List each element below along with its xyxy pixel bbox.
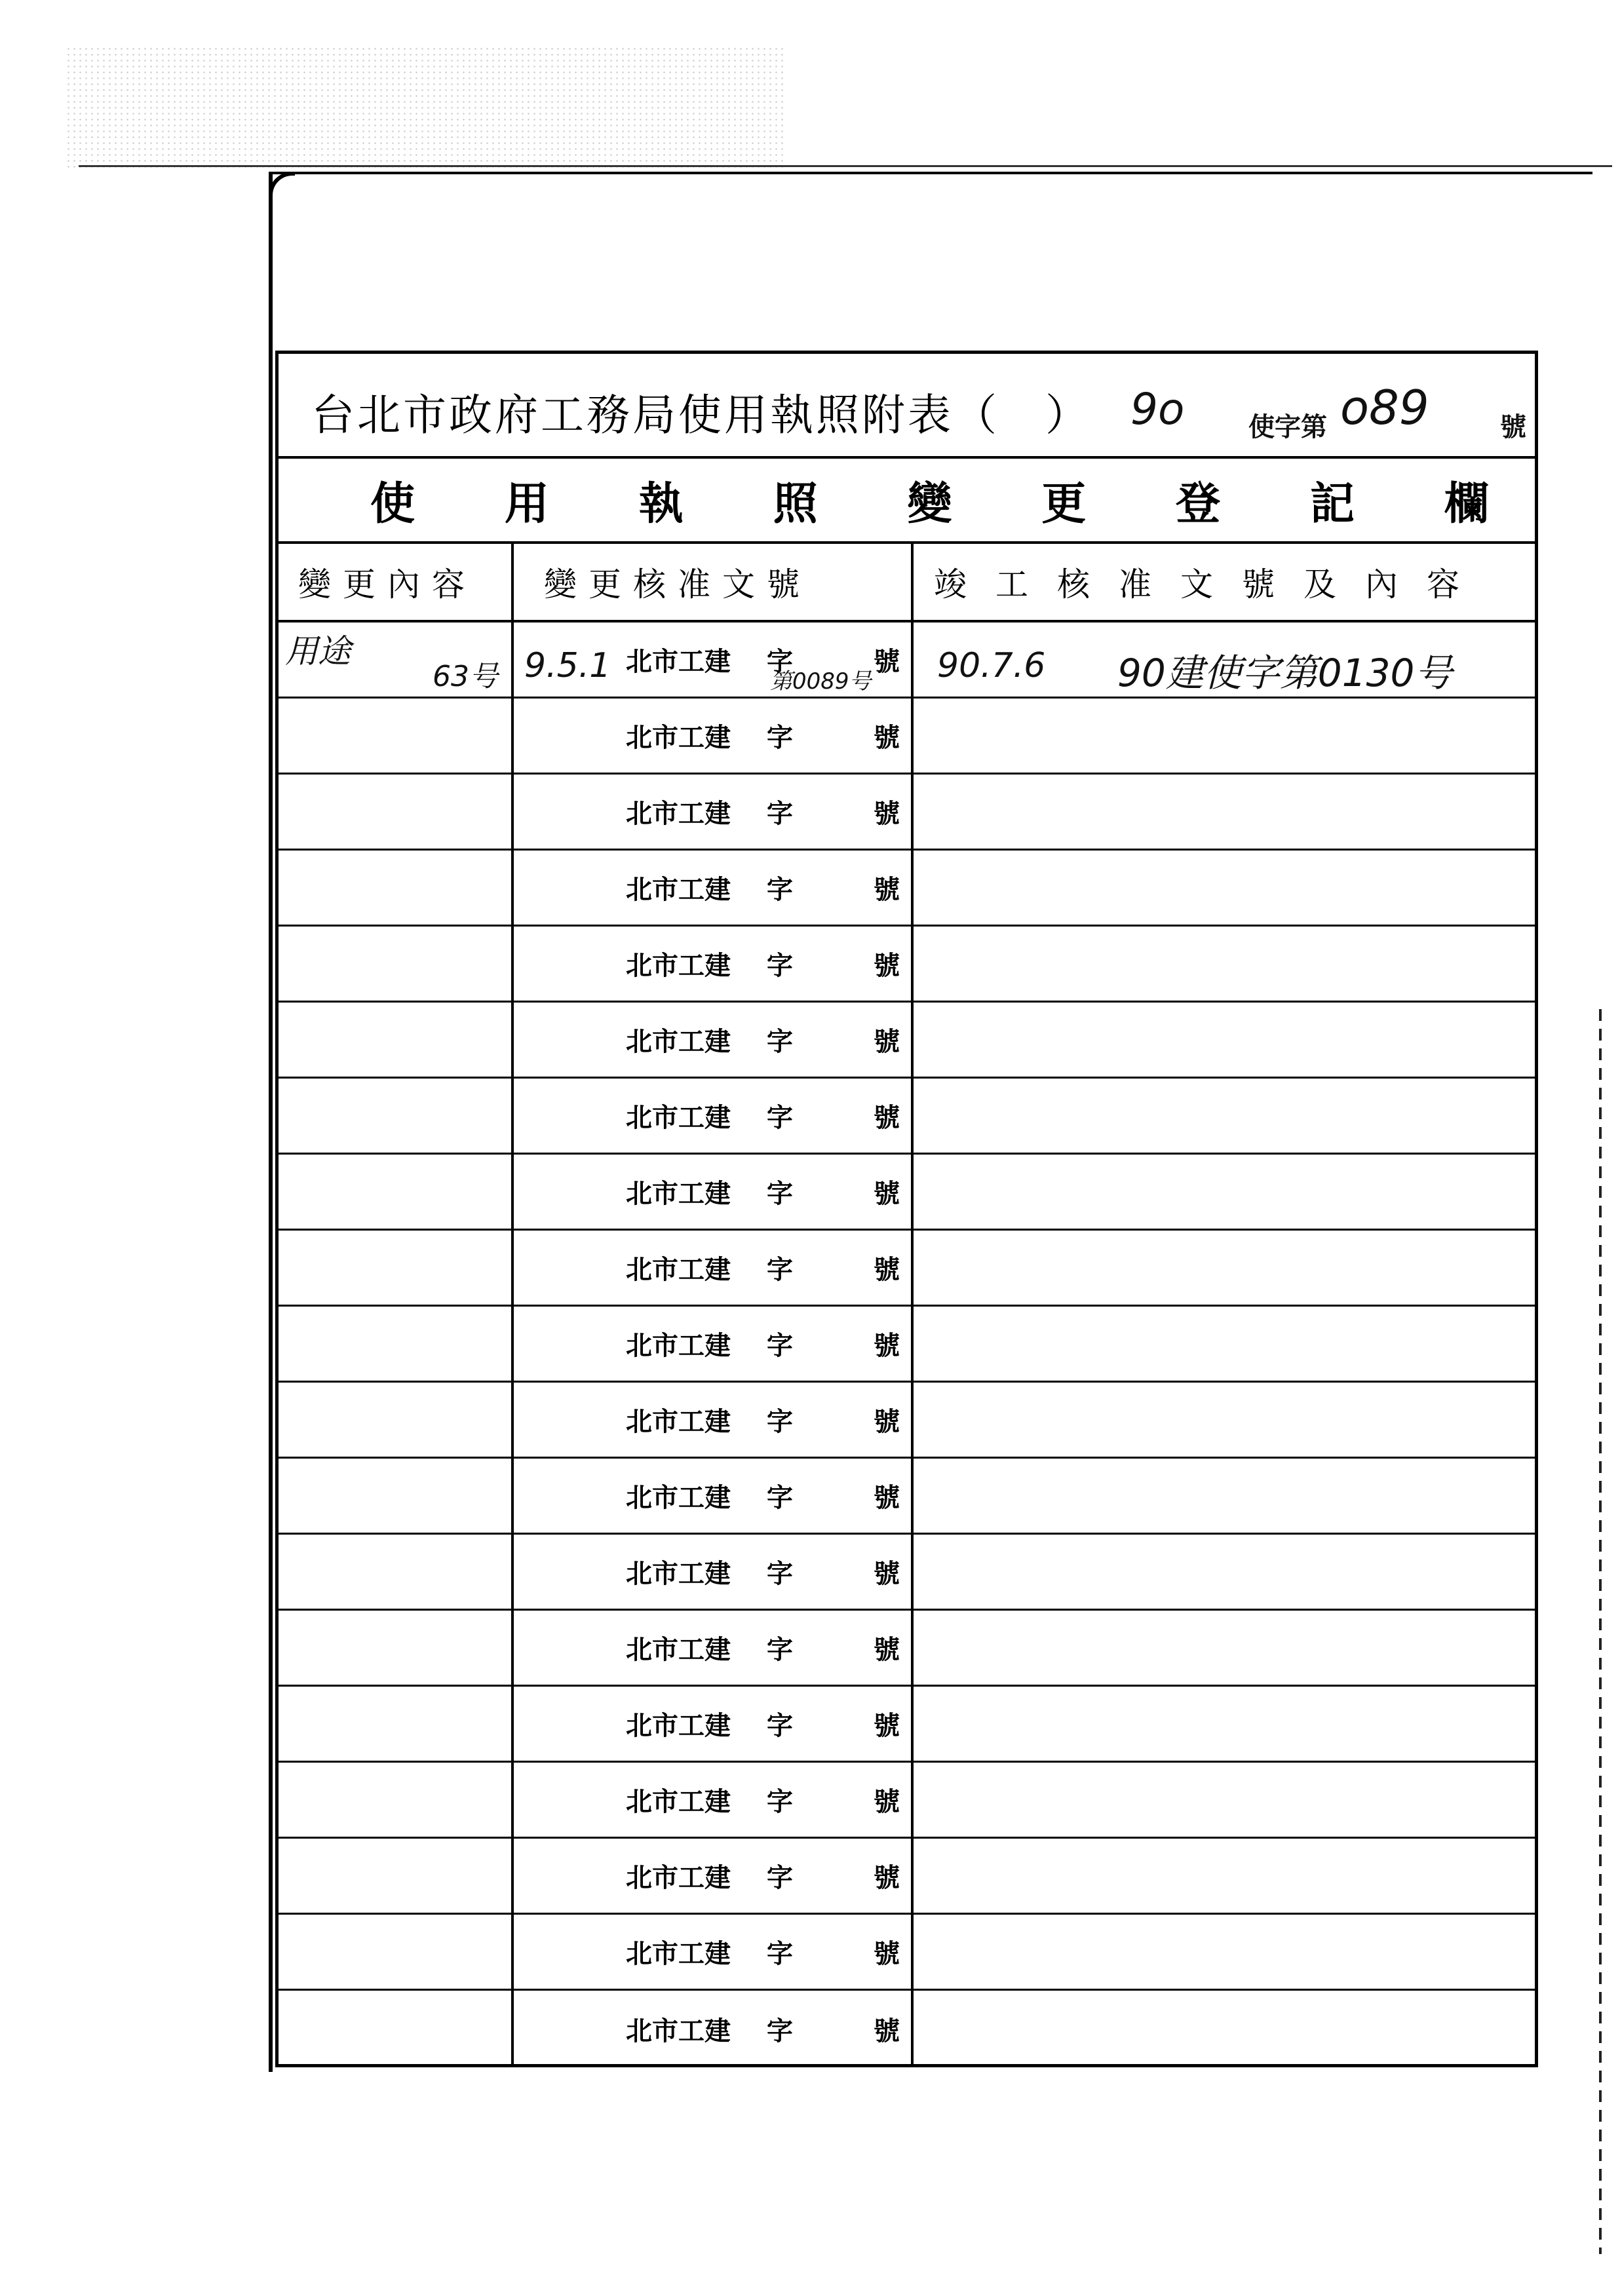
- number-label: 號: [874, 2015, 900, 2046]
- number-label: 號: [874, 798, 900, 829]
- binder-edge-vertical: [269, 172, 273, 2072]
- office-label: 北市工建: [626, 1862, 731, 1893]
- subtitle-char: 欄: [1444, 477, 1489, 530]
- office-label: 北市工建: [626, 722, 731, 753]
- license-prefix: 使字第: [1248, 411, 1327, 442]
- number-label: 號: [874, 1862, 900, 1893]
- form-subtitle: [279, 459, 1535, 544]
- header-completion-approval: 竣工核准文號及內容: [934, 565, 1488, 603]
- handwritten-year: 9o: [1130, 384, 1185, 434]
- character-label: 字: [767, 1026, 793, 1057]
- table-row: [279, 1687, 1535, 1763]
- table-row: [279, 622, 1535, 698]
- number-label: 號: [874, 1558, 900, 1589]
- handwritten-change-content: 用途: [285, 632, 351, 670]
- character-label: 字: [767, 950, 793, 981]
- table-row: [279, 1231, 1535, 1307]
- character-label: 字: [767, 1862, 793, 1893]
- office-label: 北市工建: [626, 1482, 731, 1513]
- handwritten-license-number: o89: [1340, 380, 1429, 435]
- character-label: 字: [767, 1710, 793, 1741]
- header-change-content: 變更內容: [298, 565, 476, 603]
- character-label: 字: [767, 874, 793, 905]
- number-label: 號: [874, 722, 900, 753]
- binder-corner: [269, 172, 295, 198]
- table-row: [279, 1079, 1535, 1155]
- subtitle-char: 用: [504, 477, 549, 530]
- table-row: [279, 1839, 1535, 1915]
- scan-top-line: [79, 165, 1612, 167]
- character-label: 字: [767, 1558, 793, 1589]
- table-row: [279, 1383, 1535, 1459]
- office-label: 北市工建: [626, 950, 731, 981]
- scan-right-edge: [1599, 1009, 1602, 2254]
- handwritten-completion-date: 90.7.6: [937, 646, 1046, 685]
- license-annex-form: [275, 351, 1538, 2067]
- office-label: 北市工建: [626, 1786, 731, 1817]
- office-label: 北市工建: [626, 798, 731, 829]
- character-label: 字: [767, 1406, 793, 1437]
- number-label: 號: [874, 1634, 900, 1665]
- subtitle-char: 變: [907, 477, 952, 530]
- number-label: 號: [874, 1026, 900, 1057]
- header-change-approval: 變更核准文號: [544, 565, 811, 603]
- number-label: 號: [874, 646, 900, 677]
- table-row: [279, 1003, 1535, 1079]
- handwritten-approval-ref: 第0089号: [770, 668, 872, 695]
- character-label: 字: [767, 1482, 793, 1513]
- office-label: 北市工建: [626, 1406, 731, 1437]
- form-title: 台北市政府工務局使用執照附表（ ）: [311, 390, 1091, 440]
- handwritten-approval-date: 9.5.1: [524, 646, 611, 685]
- office-label: 北市工建: [626, 874, 731, 905]
- office-label: 北市工建: [626, 1178, 731, 1209]
- number-label: 號: [874, 1330, 900, 1361]
- subtitle-char: 使: [370, 477, 415, 530]
- table-row: [279, 851, 1535, 927]
- character-label: 字: [767, 1786, 793, 1817]
- office-label: 北市工建: [626, 1938, 731, 1969]
- character-label: 字: [767, 798, 793, 829]
- number-label: 號: [874, 1786, 900, 1817]
- office-label: 北市工建: [626, 1634, 731, 1665]
- office-label: 北市工建: [626, 646, 731, 677]
- number-label: 號: [874, 1178, 900, 1209]
- office-label: 北市工建: [626, 1026, 731, 1057]
- binder-edge-horizontal: [269, 172, 1592, 174]
- number-label: 號: [874, 1482, 900, 1513]
- table-row: [279, 927, 1535, 1003]
- subtitle-char: 更: [1041, 477, 1087, 530]
- table-row: [279, 1611, 1535, 1687]
- table-row: [279, 1991, 1535, 2067]
- character-label: 字: [767, 1938, 793, 1969]
- character-label: 字: [767, 1634, 793, 1665]
- office-label: 北市工建: [626, 1558, 731, 1589]
- number-label: 號: [874, 874, 900, 905]
- license-suffix: 號: [1500, 411, 1526, 442]
- number-label: 號: [874, 1102, 900, 1133]
- subtitle-char: 照: [773, 477, 818, 530]
- number-label: 號: [874, 1254, 900, 1285]
- scan-speckle: [66, 46, 786, 170]
- table-row: [279, 1459, 1535, 1535]
- character-label: 字: [767, 1102, 793, 1133]
- office-label: 北市工建: [626, 1254, 731, 1285]
- number-label: 號: [874, 1406, 900, 1437]
- handwritten-completion-text: 90建使字第0130号: [1117, 651, 1453, 695]
- table-header-row: [279, 544, 1535, 622]
- character-label: 字: [767, 2015, 793, 2046]
- character-label: 字: [767, 722, 793, 753]
- table-row: [279, 698, 1535, 775]
- subtitle-char: 執: [638, 477, 684, 530]
- table-body: [279, 622, 1535, 2064]
- number-label: 號: [874, 1938, 900, 1969]
- office-label: 北市工建: [626, 1710, 731, 1741]
- character-label: 字: [767, 1254, 793, 1285]
- handwritten-change-number: 63号: [433, 660, 498, 693]
- form-title-row: [279, 354, 1535, 459]
- subtitle-char: 登: [1176, 477, 1221, 530]
- character-label: 字: [767, 1330, 793, 1361]
- table-row: [279, 1915, 1535, 1991]
- office-label: 北市工建: [626, 1330, 731, 1361]
- subtitle-char: 記: [1310, 477, 1355, 530]
- table-row: [279, 1307, 1535, 1383]
- table-row: [279, 1535, 1535, 1611]
- table-row: [279, 775, 1535, 851]
- office-label: 北市工建: [626, 1102, 731, 1133]
- character-label: 字: [767, 1178, 793, 1209]
- number-label: 號: [874, 1710, 900, 1741]
- character-label: 字: [767, 646, 793, 677]
- table-row: [279, 1763, 1535, 1839]
- table-row: [279, 1155, 1535, 1231]
- number-label: 號: [874, 950, 900, 981]
- office-label: 北市工建: [626, 2015, 731, 2046]
